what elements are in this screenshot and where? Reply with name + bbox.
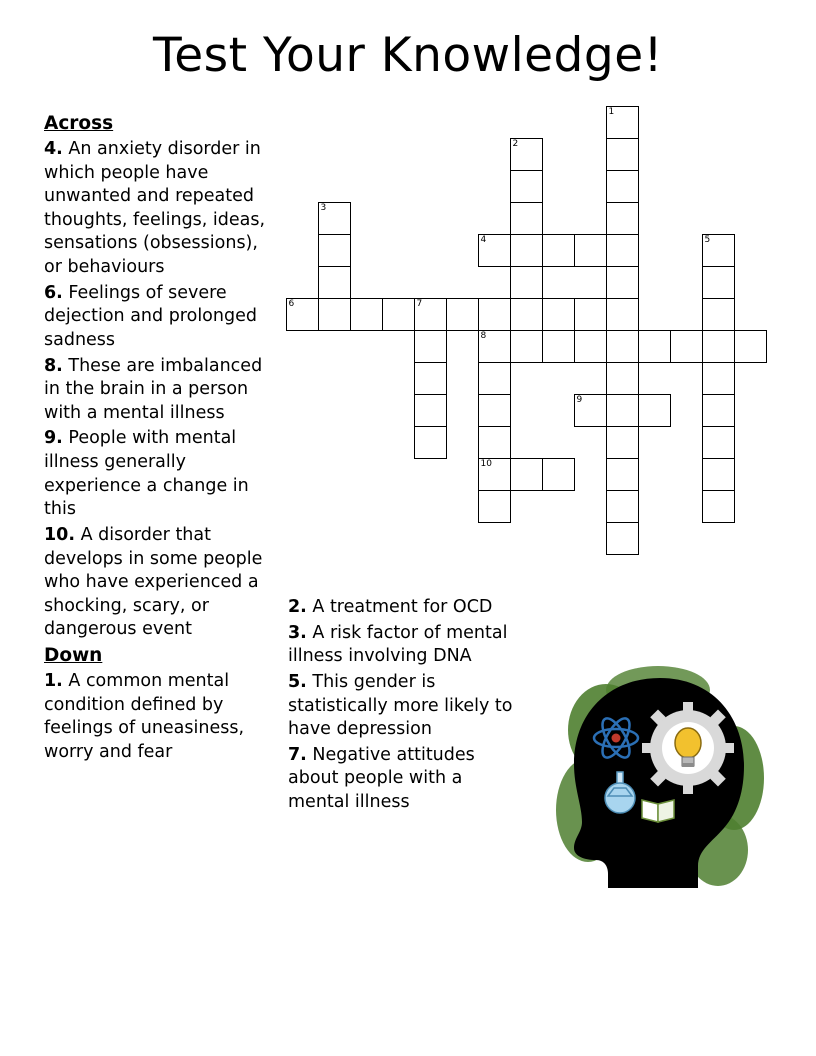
cell-number: 5 <box>704 235 711 245</box>
crossword-cell[interactable] <box>702 394 735 427</box>
crossword-cell[interactable] <box>542 234 575 267</box>
crossword-cell[interactable] <box>478 394 511 427</box>
clue-number: 3. <box>288 622 307 643</box>
clue-number: 9. <box>44 428 63 449</box>
page-title: Test Your Knowledge! <box>153 28 663 83</box>
crossword-cell[interactable] <box>606 170 639 203</box>
crossword-cell[interactable] <box>606 490 639 523</box>
crossword-cell[interactable] <box>574 394 607 427</box>
crossword-cell[interactable] <box>478 490 511 523</box>
clue-number: 10. <box>44 524 76 545</box>
crossword-cell[interactable] <box>510 458 543 491</box>
crossword-cell[interactable] <box>414 298 447 331</box>
cell-number: 10 <box>480 459 492 469</box>
crossword-cell[interactable] <box>414 362 447 395</box>
clue-number: 6. <box>44 282 63 303</box>
crossword-cell[interactable] <box>574 234 607 267</box>
crossword-cell[interactable] <box>478 426 511 459</box>
clue-number: 7. <box>288 744 307 765</box>
crossword-cell[interactable] <box>574 330 607 363</box>
clue-text: A risk factor of mental illness involving DNA <box>288 622 508 667</box>
clue-across-10 <box>44 524 276 642</box>
clue-down-2 <box>288 596 528 620</box>
cell-number: 8 <box>480 331 487 341</box>
cell-number: 9 <box>576 395 583 405</box>
clue-text: This gender is statistically more likely to have depression <box>288 671 513 740</box>
cell-number: 3 <box>320 203 327 213</box>
crossword-cell[interactable] <box>606 394 639 427</box>
clue-text: Negative attitudes about people with a mental illness <box>288 744 475 812</box>
clue-across-9 <box>44 427 276 522</box>
clue-text: These are imbalanced in the brain in a person with a mental illness <box>44 355 263 423</box>
crossword-cell[interactable] <box>638 394 671 427</box>
clue-number: 5. <box>288 671 307 692</box>
clue-text: A disorder that develops in some people who have experienced a shocking, scary, or dangerous event <box>44 524 263 640</box>
crossword-cell[interactable] <box>478 298 511 331</box>
crossword-cell[interactable] <box>414 330 447 363</box>
clue-number: 4. <box>44 138 63 159</box>
crossword-cell[interactable] <box>606 234 639 267</box>
crossword-cell[interactable] <box>734 330 767 363</box>
crossword-cell[interactable] <box>702 266 735 299</box>
crossword-cell[interactable] <box>286 298 319 331</box>
across-heading: Across <box>44 113 114 134</box>
crossword-cell[interactable] <box>478 458 511 491</box>
crossword-cell[interactable] <box>702 362 735 395</box>
clue-text: An anxiety disorder in which people have unwanted and repeated thoughts, feelings, ideas, sensations (obsessions), or behaviours <box>44 138 266 278</box>
crossword-cell[interactable] <box>318 298 351 331</box>
cell-number: 1 <box>608 107 615 117</box>
crossword-cell[interactable] <box>414 394 447 427</box>
crossword-cell[interactable] <box>702 298 735 331</box>
crossword-cell[interactable] <box>510 234 543 267</box>
crossword-cell[interactable] <box>510 330 543 363</box>
crossword-cell[interactable] <box>606 522 639 555</box>
crossword-cell[interactable] <box>478 362 511 395</box>
clue-down-7 <box>288 744 528 815</box>
crossword-cell[interactable] <box>542 298 575 331</box>
crossword-cell[interactable] <box>638 330 671 363</box>
crossword-cell[interactable] <box>702 330 735 363</box>
book-icon <box>642 800 674 822</box>
crossword-cell[interactable] <box>510 170 543 203</box>
crossword-cell[interactable] <box>606 298 639 331</box>
clue-text: A treatment for OCD <box>312 597 493 617</box>
crossword-cell[interactable] <box>478 330 511 363</box>
crossword-cell[interactable] <box>510 266 543 299</box>
clue-across-4 <box>44 138 276 280</box>
cell-number: 7 <box>416 299 423 309</box>
crossword-cell[interactable] <box>414 426 447 459</box>
clue-text: Feelings of severe dejection and prolonged sadness <box>44 282 257 350</box>
crossword-cell[interactable] <box>510 202 543 235</box>
gear-icon <box>642 702 734 794</box>
brain-head-illustration <box>548 660 776 892</box>
crossword-cell[interactable] <box>606 362 639 395</box>
down-clues-column <box>288 596 528 817</box>
clue-number: 8. <box>44 355 63 376</box>
crossword-cell[interactable] <box>606 458 639 491</box>
clue-across-6 <box>44 282 276 353</box>
clue-number: 1. <box>44 671 63 692</box>
crossword-cell[interactable] <box>606 138 639 171</box>
crossword-cell[interactable] <box>510 298 543 331</box>
cell-number: 6 <box>288 299 295 309</box>
crossword-cell[interactable] <box>702 490 735 523</box>
crossword-cell[interactable] <box>318 202 351 235</box>
clue-down-5 <box>288 671 528 742</box>
across-clues-column <box>44 112 276 767</box>
crossword-cell[interactable] <box>606 330 639 363</box>
crossword-cell[interactable] <box>606 202 639 235</box>
clue-text: A common mental condition defined by feelings of uneasiness, worry and fear <box>44 671 245 762</box>
crossword-cell[interactable] <box>670 330 703 363</box>
down-heading: Down <box>44 645 103 667</box>
crossword-cell[interactable] <box>606 266 639 299</box>
clue-across-8 <box>44 355 276 426</box>
crossword-cell[interactable] <box>382 298 415 331</box>
crossword-cell[interactable] <box>318 234 351 267</box>
clue-down-1 <box>44 670 276 765</box>
clue-down-3 <box>288 622 528 669</box>
crossword-cell[interactable] <box>350 298 383 331</box>
crossword-cell[interactable] <box>478 234 511 267</box>
clue-text: People with mental illness generally experience a change in this <box>44 428 249 520</box>
crossword-cell[interactable] <box>318 266 351 299</box>
crossword-cell[interactable] <box>542 330 575 363</box>
crossword-cell[interactable] <box>574 298 607 331</box>
crossword-cell[interactable] <box>702 234 735 267</box>
clue-number: 2. <box>288 597 307 617</box>
crossword-cell[interactable] <box>606 106 639 139</box>
cell-number: 4 <box>480 235 487 245</box>
crossword-cell[interactable] <box>702 458 735 491</box>
crossword-cell[interactable] <box>702 426 735 459</box>
crossword-cell[interactable] <box>446 298 479 331</box>
crossword-grid[interactable] <box>286 106 786 556</box>
crossword-cell[interactable] <box>510 138 543 171</box>
cell-number: 2 <box>512 139 519 149</box>
crossword-cell[interactable] <box>542 458 575 491</box>
crossword-cell[interactable] <box>606 426 639 459</box>
